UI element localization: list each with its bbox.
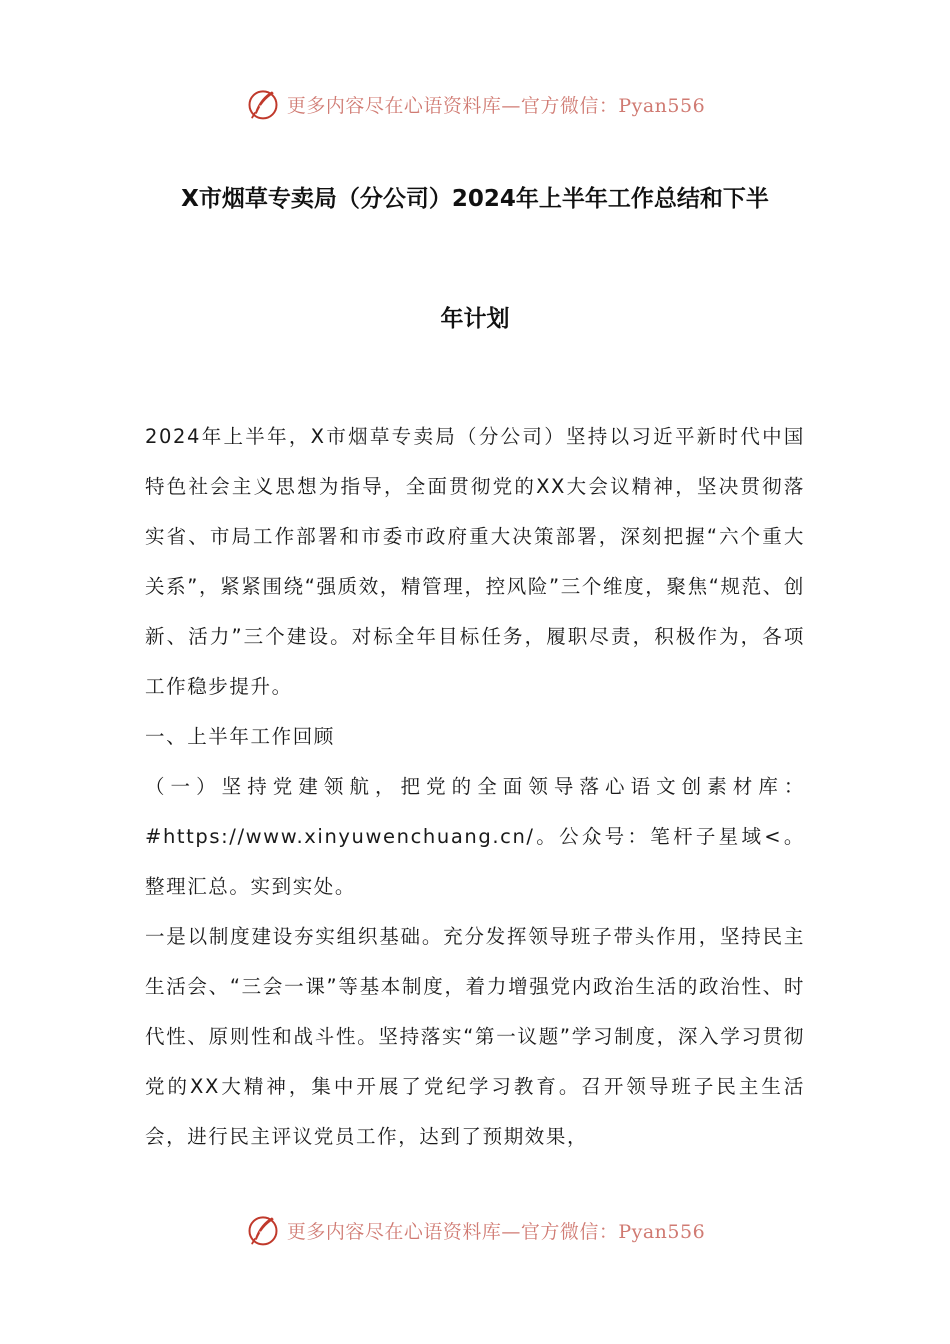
header-watermark-banner: [0, 82, 950, 126]
body-paragraph: 一是以制度建设夯实组织基础。充分发挥领导班子带头作用，坚持民主生活会、“三会一课”等基本制度，着力增强党内政治生活的政治性、时代性、原则性和战斗性。坚持落实“第一议题”学习制度，深入学习贯彻党的XX大精神，集中开展了党纪学习教育。召开领导班子民主生活会，进行民主评议党员工作，达到了预期效果，: [145, 925, 805, 1148]
document-body: [145, 412, 805, 1162]
watermark-text: 更多内容尽在心语资料库—官方微信：Pyan556: [286, 1220, 706, 1243]
section-heading: 一、上半年工作回顾: [145, 725, 335, 748]
document-title-line1: X市烟草专卖局（分公司）2024年上半年工作总结和下半: [181, 186, 769, 212]
footer-watermark-banner: [0, 1208, 950, 1252]
subsection-heading: （一）坚持党建领航，把党的全面领导落心语文创素材库：#https://www.xinyuwenchuang.cn/。公众号：笔杆子星域<。整理汇总。实到实处。: [145, 775, 805, 898]
watermark-text: 更多内容尽在心语资料库—官方微信：Pyan556: [286, 94, 706, 117]
body-paragraph-intro: 2024年上半年，X市烟草专卖局（分公司）坚持以习近平新时代中国特色社会主义思想为指导，全面贯彻党的XX大会议精神，坚决贯彻落实省、市局工作部署和市委市政府重大决策部署，深刻把握“六个重大关系”，紧紧围绕“强质效，精管理，控风险”三个维度，聚焦“规范、创新、活力”三个建设。对标全年目标任务，履职尽责，积极作为，各项工作稳步提升。: [145, 425, 805, 698]
document-title-line2: 年计划: [440, 306, 510, 332]
feather-pen-circle-icon: [245, 1212, 281, 1248]
feather-pen-circle-icon: [245, 86, 281, 122]
